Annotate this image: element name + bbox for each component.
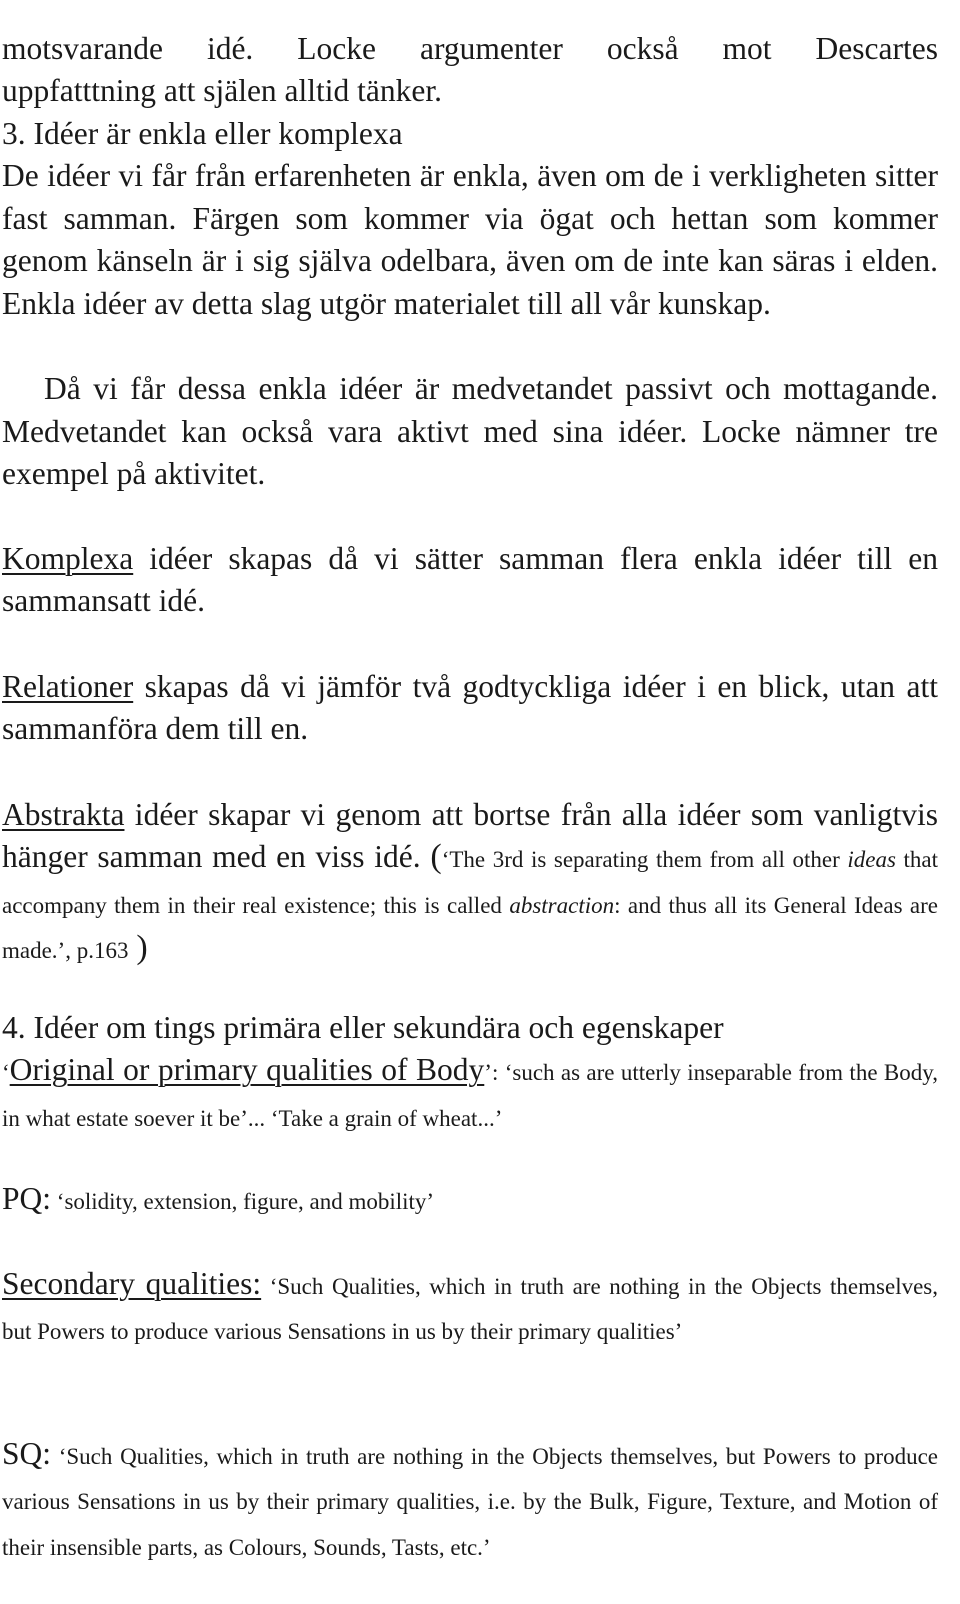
abstraction-quote-abstraction: abstraction: [509, 892, 615, 918]
paragraph-sq: [2, 1433, 938, 1570]
paragraph-intro-line1: motsvarande idé. Locke argumenter också mot Descartes: [2, 30, 938, 66]
primary-qualities-quote: ‘such as are utterly inseparable from the Body, in what estate soever it be’... ‘Take a grain of wheat...’: [2, 1060, 938, 1131]
abstraction-quote-part1: ‘The 3rd is separating them from all other: [441, 847, 848, 873]
paragraph-secondary-qualities: [2, 1263, 938, 1354]
sq-quote: ‘Such Qualities, which in truth are nothing in the Objects themselves, but Powers to produce various Sensations in us by their primary qualities, i.e. by the Bulk, Figure, Texture, and Motion of their insensible parts, as Colours, Sounds, Tasts, etc.’: [2, 1443, 938, 1560]
paragraph-simple-ideas: De idéer vi får från erfarenheten är enkla, även om de i verkligheten sitter fast samman. Färgen som kommer via ögat och hettan som kommer genom känseln är i sig själva odelbara, även om de inte kan säras i elden. Enkla idéer av detta slag utgör materialet till all vår kunskap.: [2, 158, 938, 322]
label-pq: PQ:: [2, 1180, 52, 1216]
term-secondary-qualities: Secondary qualities:: [2, 1265, 262, 1301]
abstraction-quote-part2: that accompany them in their real existence; this is called: [2, 847, 938, 918]
paragraph-abstrakta: [2, 794, 938, 973]
abstraction-quote-ideas: ideas: [847, 847, 896, 873]
quote-close-paren: ): [136, 929, 148, 967]
abstrakta-text: idéer skapar vi genom att bortse från alla idéer som vanligtvis hänger samman med en viss idé.: [2, 796, 938, 875]
paragraph-intro-line2: uppfatttning att själen alltid tänker.: [2, 73, 443, 109]
pq-open-quote: ‘: [2, 1060, 10, 1086]
term-abstrakta: Abstrakta: [2, 796, 125, 832]
pq-list: ‘solidity, extension, figure, and mobility’: [51, 1188, 435, 1214]
section-heading-3: 3. Idéer är enkla eller komplexa: [2, 115, 403, 151]
paragraph-komplexa: [2, 538, 938, 623]
term-primary-qualities: Original or primary qualities of Body: [9, 1052, 485, 1088]
abstraction-quote-part3: : and thus all its General Ideas are made.’, p.163: [2, 892, 939, 964]
paragraph-pq: [2, 1178, 938, 1224]
term-relationer: Relationer: [2, 668, 134, 704]
pq-close-quote: ’:: [484, 1060, 499, 1086]
paragraph-passive-mind: Då vi får dessa enkla idéer är medvetandet passivt och mottagande. Medvetandet kan också vara aktivt med sina idéer. Locke nämner tre exempel på aktivitet.: [2, 371, 938, 492]
relationer-text: skapas då vi jämför två godtyckliga idéer i en blick, utan att sammanföra dem till en.: [2, 668, 938, 747]
section-heading-4: 4. Idéer om tings primära eller sekundära och egenskaper: [2, 1009, 724, 1045]
paragraph-primary-qualities: [2, 1049, 938, 1140]
label-sq: SQ:: [2, 1435, 52, 1471]
paragraph-relationer: [2, 666, 938, 751]
term-komplexa: Komplexa: [2, 540, 134, 576]
secondary-qualities-quote: ‘Such Qualities, which in truth are nothing in the Objects themselves, but Powers to produce various Sensations in us by their primary qualities’: [2, 1273, 938, 1345]
komplexa-text: idéer skapas då vi sätter samman flera enkla idéer till en sammansatt idé.: [2, 540, 938, 619]
quote-open-paren: (: [430, 838, 442, 876]
